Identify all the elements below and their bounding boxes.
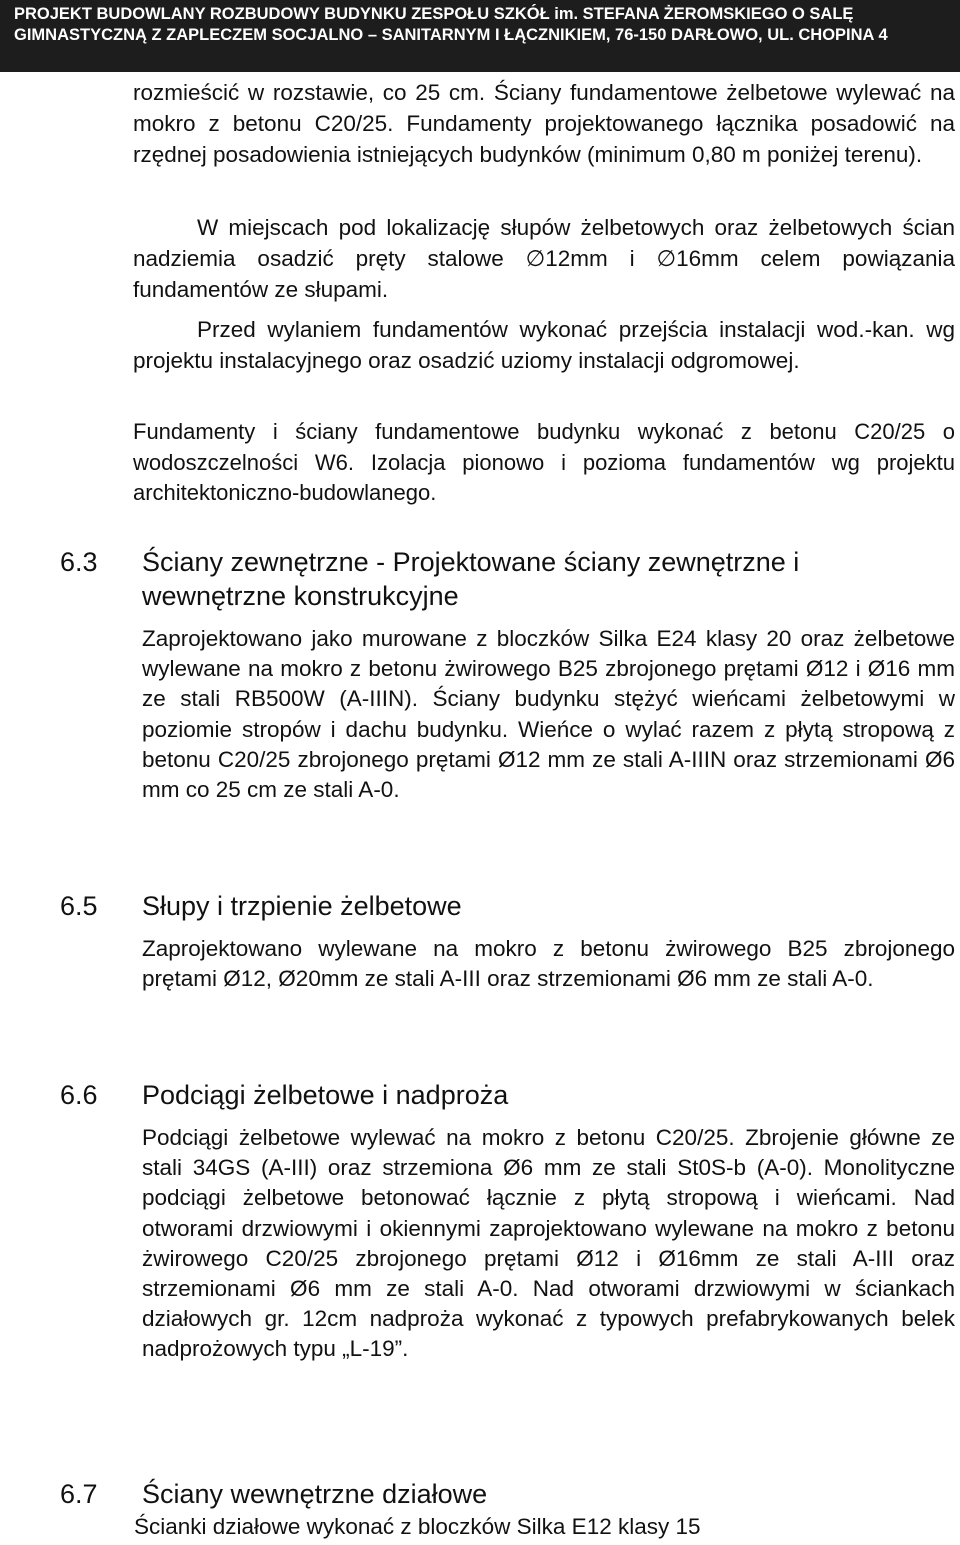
section-title: Słupy i trzpienie żelbetowe: [142, 891, 462, 921]
section-title: Podciągi żelbetowe i nadproża: [142, 1080, 509, 1110]
section-title: Ściany wewnętrzne działowe: [142, 1479, 488, 1509]
paragraph-foundation-concrete: Fundamenty i ściany fundamentowe budynku wykonać z betonu C20/25 o wodoszczelności W6. Izolacja pionowo i pozioma fundamentów wg projektu architektoniczno-budowlanego.: [133, 419, 955, 505]
header-line-2: GIMNASTYCZNĄ Z ZAPLECZEM SOCJALNO – SANITARNYM I ŁĄCZNIKIEM, 76-150 DARŁOWO, UL. CHOPINA 4: [14, 26, 888, 44]
section-heading-6-3: [60, 545, 940, 615]
section-heading-6-6: [60, 1078, 940, 1112]
section-heading-6-5: [60, 889, 940, 923]
section-title: Ściany zewnętrzne - Projektowane ściany zewnętrzne i wewnętrzne konstrukcyjne: [142, 547, 800, 611]
paragraph-rebar-anchors: W miejscach pod lokalizację słupów żelbetowych oraz żelbetowych ścian nadziemia osadzić pręty stalowe ∅12mm i ∅16mm celem powiązania fundamentów ze słupami.: [133, 215, 955, 302]
paragraph-installation-passages: Przed wylaniem fundamentów wykonać przejścia instalacji wod.-kan. wg projektu instalacyjnego oraz osadzić uziomy instalacji odgromowej.: [133, 317, 955, 373]
section-number: 6.7: [60, 1479, 98, 1509]
document-header: [0, 0, 960, 72]
section-body-6-3: Zaprojektowano jako murowane z bloczków Silka E24 klasy 20 oraz żelbetowe wylewane na mokro z betonu żwirowego B25 zbrojonego prętami Ø12 i Ø16 mm ze stali RB500W (A-IIIN). Ściany budynku stężyć wieńcami żelbetowymi w poziomie stropów i dachu budynku. Wieńce o wylać razem z płytą stropową z betonu C20/25 zbrojonego prętami Ø12 mm ze stali A-IIIN oraz strzemionami Ø6 mm co 25 cm ze stali A-0.: [142, 626, 955, 803]
section-number: 6.3: [60, 547, 98, 577]
section-body-6-7: Ścianki działowe wykonać z bloczków Silka E12 klasy 15: [134, 1514, 701, 1539]
section-body-6-6: Podciągi żelbetowe wylewać na mokro z betonu C20/25. Zbrojenie główne ze stali 34GS (A-III) oraz strzemiona Ø6 mm ze stali St0S-b (A-0). Monolityczne podciągi żelbetowe betonować łącznie z płytą stropową i wieńcami. Nad otworami drzwiowymi i okiennymi zaprojektowano wylewane na mokro z betonu żwirowego C20/25 zbrojonego prętami Ø12 i Ø16mm ze stali A-III oraz strzemionami Ø6 mm ze stali A-0. Nad otworami drzwiowymi w ściankach działowych gr. 12cm nadproża wykonać z typowych prefabrykowanych belek nadprożowych typu „L-19”.: [142, 1125, 955, 1362]
header-line-1: PROJEKT BUDOWLANY ROZBUDOWY BUDYNKU ZESPOŁU SZKÓŁ im. STEFANA ŻEROMSKIEGO O SALĘ: [14, 5, 854, 23]
section-heading-6-7: [60, 1477, 940, 1511]
paragraph-foundation-walls: rozmieścić w rozstawie, co 25 cm. Ściany fundamentowe żelbetowe wylewać na mokro z betonu C20/25. Fundamenty projektowanego łącznika posadowić na rzędnej posadowienia istniejących budynków (minimum 0,80 m poniżej terenu).: [133, 80, 955, 167]
section-body-6-5: Zaprojektowano wylewane na mokro z betonu żwirowego B25 zbrojonego prętami Ø12, Ø20mm ze stali A-III oraz strzemionami Ø6 mm ze stali A-0.: [142, 936, 955, 992]
section-number: 6.5: [60, 891, 98, 921]
section-number: 6.6: [60, 1080, 98, 1110]
